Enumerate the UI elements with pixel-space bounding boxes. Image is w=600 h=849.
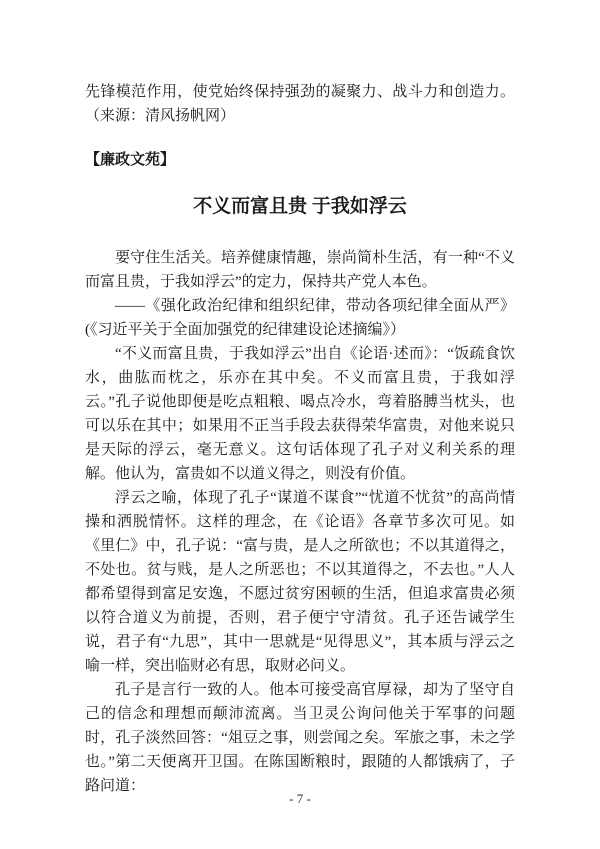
section-header: 【廉政文苑】 <box>85 152 176 168</box>
article-title: 不义而富且贵 于我如浮云 <box>193 196 407 217</box>
article-paragraph: 要守住生活关。培养健康情趣，崇尚简朴生活，有一种“不义而富且贵，于我如浮云”的定力，保持共产党人本色。 <box>85 250 515 290</box>
article-paragraph: “不义而富且贵，于我如浮云”出自《论语·述而》：“饭疏食饮水，曲肱而枕之，乐亦在其中矣。不义而富且贵，于我如浮云。”孔子说他即便是吃点粗粮、喝点冷水，弯着胳膊当枕头，也可以乐在其中；如果用不正当手段去获得荣华富贵，对他来说只是天际的浮云，毫无意义。这句话体现了孔子对义利关系的理解。他认为，富贵如不以道义得之，则没有价值。 <box>85 346 515 482</box>
article-paragraph: ——《强化政治纪律和组织纪律，带动各项纪律全面从严》(《习近平关于全面加强党的纪律建设论述摘编》） <box>85 298 515 338</box>
continuation-paragraph: 先锋模范作用，使党始终保持强劲的凝聚力、战斗力和创造力。（来源：清风扬帆网） <box>85 84 515 124</box>
article-paragraph: 浮云之喻，体现了孔子“谋道不谋食”“忧道不忧贫”的高尚情操和洒脱情怀。这样的理念，在《论语》各章节多次可见。如《里仁》中，孔子说：“富与贵，是人之所欲也；不以其道得之，不处也。贫与贱，是人之所恶也；不以其道得之，不去也。”人人都希望得到富足安逸，不愿过贫穷困顿的生活，但追求富贵必须以符合道义为前提，否则，君子便宁守清贫。孔子还告诫学生说，君子有“九思”，其中一思就是“见得思义”，其本质与浮云之喻一样，突出临财必有思，取财必问义。 <box>85 490 515 674</box>
document-content <box>85 80 515 798</box>
article-paragraph: 孔子是言行一致的人。他本可接受高官厚禄，却为了坚守自己的信念和理想而颠沛流离。当卫灵公询问他关于军事的问题时，孔子淡然回答：“俎豆之事，则尝闻之矣。军旅之事，未之学也。”第二天便离开卫国。在陈国断粮时，跟随的人都饿病了，子路问道： <box>85 682 515 794</box>
page-number: - 7 - <box>289 791 311 806</box>
